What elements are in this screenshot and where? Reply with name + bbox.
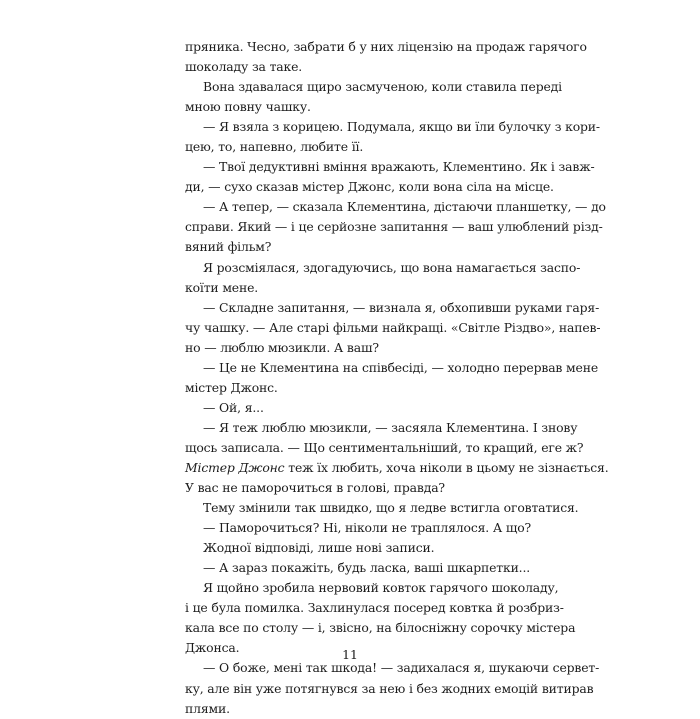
text-line [185,378,557,398]
text-run: плями. [185,700,230,716]
text-run: теж їх любить, хоча ніколи в цьому не зізнається. [284,459,609,475]
text-line [185,177,557,197]
text-line [185,418,578,438]
text-line [185,237,557,257]
text-run: пряника. Чесно, забрати б у них ліцензію на продаж гарячого [185,39,587,54]
text-line [185,598,564,618]
text-run: — О боже, мені так шкода! — задихалася я, шукаючи сервет- [203,660,600,676]
text-run: щось записала. — Що сентиментальніший, то кращий, еге ж? [185,439,584,455]
text-line [185,518,557,538]
text-run: кала все по столу — і, звісно, на білосніжну сорочку містера [185,620,576,636]
text-run: но — люблю мюзикли. А ваш? [185,339,379,355]
text-run: Вона здавалася щиро засмученою, коли ставила переді [203,79,562,95]
text-line [185,538,557,558]
text-run: Жодної відповіді, лише нові записи. [203,540,435,556]
page-number: 11 [342,647,358,662]
text-line [185,338,557,358]
text-run: — Складне запитання, — визнала я, обхопивши руками гаря- [203,299,600,315]
text-line [185,57,557,77]
text-line [185,438,584,458]
text-run: — А тепер, — сказала Клементина, дістаючи планшетку, — до [203,199,606,215]
text-run: вяний фільм? [185,239,272,255]
text-run: ку, але він уже потягнувся за нею і без жодних емоцій витирав [185,680,594,696]
text-line [185,318,601,338]
text-line [185,358,599,378]
text-line [185,37,587,57]
text-line [185,117,600,137]
text-run: цею, то, напевно, любите її. [185,139,364,155]
text-line [185,578,557,598]
text-run: — Я взяла з корицею. Подумала, якщо ви їли булочку з кори- [203,119,600,135]
text-run: — Ой, я... [203,399,264,415]
text-run: мною повну чашку. [185,99,311,115]
text-run: — Я теж люблю мюзикли, — засяяла Клементина. І знову [203,419,578,435]
text-run: і це була помилка. Захлинулася посеред ковтка й розбриз- [185,600,564,616]
text-line [185,558,557,578]
text-run: коїти мене. [185,279,259,295]
text-line [185,618,576,638]
text-line [185,197,606,217]
text-line [185,679,594,699]
text-run: справи. Який — і це серйозне запитання — ваш улюблений різд- [185,219,603,235]
page-text [185,37,609,719]
text-line [185,278,557,298]
text-line [185,398,557,418]
text-run: — Твої дедуктивні вміння вражають, Клементино. Як і завж- [203,159,595,175]
text-line [185,458,609,478]
text-run: У вас не паморочиться в голові, правда? [185,480,445,496]
text-line [185,478,557,498]
text-run: містер Джонс. [185,379,278,395]
text-run: ди, — сухо сказав містер Джонс, коли вона сіла на місце. [185,179,554,195]
text-run: — Це не Клементина на співбесіді, — холодно перервав мене [203,359,599,375]
text-run: Я розсміялася, здогадуючись, що вона намагається заспо- [203,259,581,275]
text-line [185,699,557,719]
text-line [185,498,579,518]
text-run: чу чашку. — Але старі фільми найкращі. «Світле Різдво», напев- [185,319,601,335]
text-run: шоколаду за таке. [185,59,303,75]
text-line [185,137,557,157]
text-run: Джонса. [185,640,240,656]
text-line [185,258,581,278]
text-line [185,217,603,237]
text-line [185,77,562,97]
text-run: Тему змінили так швидко, що я ледве встигла оговтатися. [203,500,579,516]
text-run: Я щойно зробила нервовий ковток гарячого шоколаду, [203,580,559,596]
text-line [185,298,600,318]
text-run: — Паморочиться? Ні, ніколи не траплялося. А що? [203,520,532,536]
text-line [185,97,557,117]
italic-text-run: Містер Джонс [185,459,285,475]
text-run: — А зараз покажіть, будь ласка, ваші шкарпетки... [203,560,531,576]
text-line [185,157,595,177]
